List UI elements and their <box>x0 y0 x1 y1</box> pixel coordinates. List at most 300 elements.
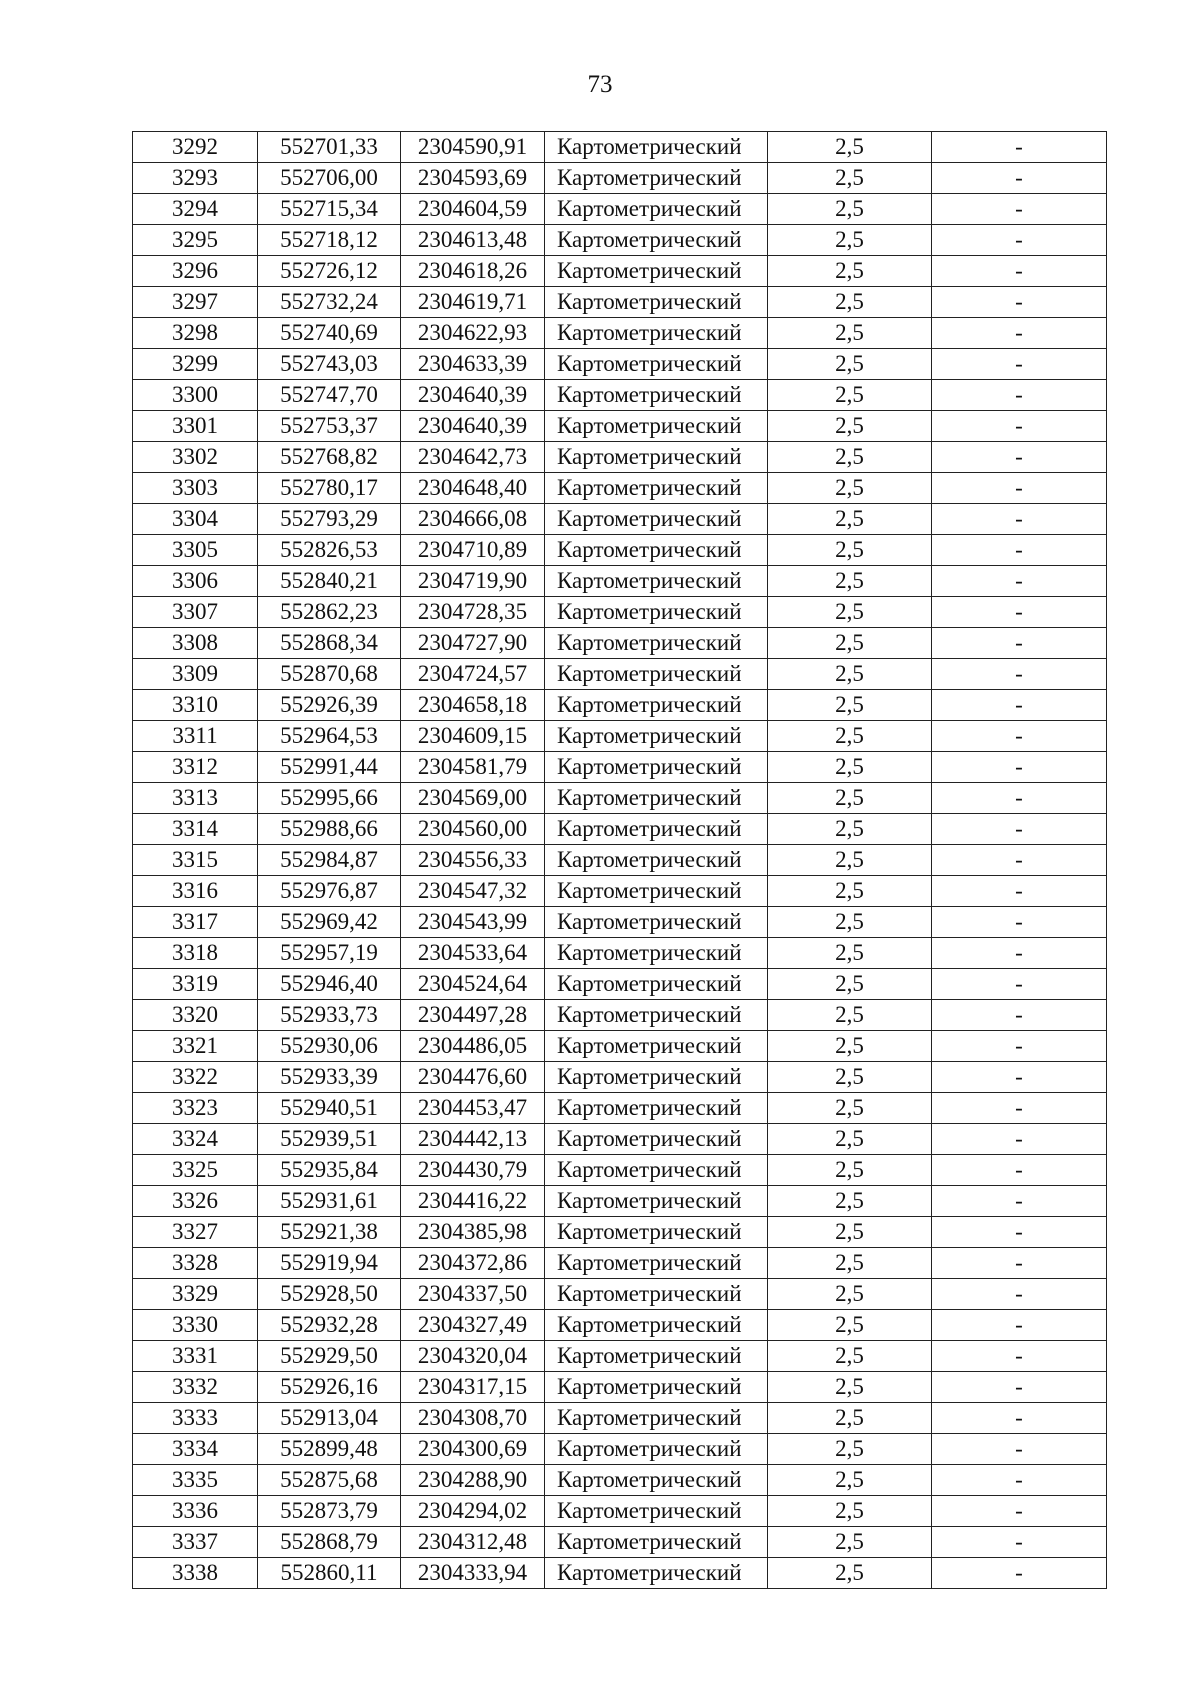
method-cell: Картометрический <box>545 721 768 752</box>
point-number-cell: 3320 <box>133 1000 258 1031</box>
x-coordinate-cell: 552875,68 <box>258 1465 401 1496</box>
accuracy-cell: 2,5 <box>768 969 932 1000</box>
x-coordinate-cell: 552913,04 <box>258 1403 401 1434</box>
note-cell: - <box>932 876 1107 907</box>
x-coordinate-cell: 552870,68 <box>258 659 401 690</box>
y-coordinate-cell: 2304604,59 <box>401 194 545 225</box>
method-cell: Картометрический <box>545 597 768 628</box>
table-row <box>133 566 1107 597</box>
method-cell: Картометрический <box>545 1186 768 1217</box>
method-cell: Картометрический <box>545 1465 768 1496</box>
x-coordinate-cell: 552930,06 <box>258 1031 401 1062</box>
method-cell: Картометрический <box>545 566 768 597</box>
accuracy-cell: 2,5 <box>768 907 932 938</box>
point-number-cell: 3302 <box>133 442 258 473</box>
accuracy-cell: 2,5 <box>768 721 932 752</box>
point-number-cell: 3327 <box>133 1217 258 1248</box>
method-cell: Картометрический <box>545 1155 768 1186</box>
table-row <box>133 473 1107 504</box>
y-coordinate-cell: 2304294,02 <box>401 1496 545 1527</box>
table-row <box>133 1372 1107 1403</box>
x-coordinate-cell: 552862,23 <box>258 597 401 628</box>
x-coordinate-cell: 552718,12 <box>258 225 401 256</box>
x-coordinate-cell: 552726,12 <box>258 256 401 287</box>
accuracy-cell: 2,5 <box>768 349 932 380</box>
y-coordinate-cell: 2304442,13 <box>401 1124 545 1155</box>
point-number-cell: 3326 <box>133 1186 258 1217</box>
point-number-cell: 3300 <box>133 380 258 411</box>
note-cell: - <box>932 752 1107 783</box>
note-cell: - <box>932 1465 1107 1496</box>
point-number-cell: 3324 <box>133 1124 258 1155</box>
table-row <box>133 1093 1107 1124</box>
method-cell: Картометрический <box>545 659 768 690</box>
accuracy-cell: 2,5 <box>768 814 932 845</box>
y-coordinate-cell: 2304497,28 <box>401 1000 545 1031</box>
accuracy-cell: 2,5 <box>768 628 932 659</box>
note-cell: - <box>932 1217 1107 1248</box>
point-number-cell: 3307 <box>133 597 258 628</box>
note-cell: - <box>932 194 1107 225</box>
x-coordinate-cell: 552976,87 <box>258 876 401 907</box>
method-cell: Картометрический <box>545 473 768 504</box>
table-row <box>133 628 1107 659</box>
note-cell: - <box>932 1248 1107 1279</box>
x-coordinate-cell: 552939,51 <box>258 1124 401 1155</box>
accuracy-cell: 2,5 <box>768 938 932 969</box>
y-coordinate-cell: 2304640,39 <box>401 411 545 442</box>
accuracy-cell: 2,5 <box>768 1558 932 1589</box>
note-cell: - <box>932 1031 1107 1062</box>
point-number-cell: 3315 <box>133 845 258 876</box>
y-coordinate-cell: 2304658,18 <box>401 690 545 721</box>
y-coordinate-cell: 2304560,00 <box>401 814 545 845</box>
accuracy-cell: 2,5 <box>768 535 932 566</box>
method-cell: Картометрический <box>545 225 768 256</box>
accuracy-cell: 2,5 <box>768 1341 932 1372</box>
y-coordinate-cell: 2304327,49 <box>401 1310 545 1341</box>
point-number-cell: 3325 <box>133 1155 258 1186</box>
point-number-cell: 3317 <box>133 907 258 938</box>
point-number-cell: 3294 <box>133 194 258 225</box>
point-number-cell: 3335 <box>133 1465 258 1496</box>
point-number-cell: 3313 <box>133 783 258 814</box>
y-coordinate-cell: 2304372,86 <box>401 1248 545 1279</box>
method-cell: Картометрический <box>545 845 768 876</box>
note-cell: - <box>932 1279 1107 1310</box>
method-cell: Картометрический <box>545 814 768 845</box>
accuracy-cell: 2,5 <box>768 380 932 411</box>
x-coordinate-cell: 552957,19 <box>258 938 401 969</box>
y-coordinate-cell: 2304547,32 <box>401 876 545 907</box>
y-coordinate-cell: 2304609,15 <box>401 721 545 752</box>
table-row <box>133 318 1107 349</box>
accuracy-cell: 2,5 <box>768 411 932 442</box>
accuracy-cell: 2,5 <box>768 1031 932 1062</box>
accuracy-cell: 2,5 <box>768 1186 932 1217</box>
x-coordinate-cell: 552860,11 <box>258 1558 401 1589</box>
x-coordinate-cell: 552780,17 <box>258 473 401 504</box>
method-cell: Картометрический <box>545 752 768 783</box>
x-coordinate-cell: 552926,39 <box>258 690 401 721</box>
point-number-cell: 3318 <box>133 938 258 969</box>
y-coordinate-cell: 2304524,64 <box>401 969 545 1000</box>
note-cell: - <box>932 907 1107 938</box>
method-cell: Картометрический <box>545 1093 768 1124</box>
table-row <box>133 287 1107 318</box>
table-row <box>133 225 1107 256</box>
x-coordinate-cell: 552753,37 <box>258 411 401 442</box>
note-cell: - <box>932 1341 1107 1372</box>
table-row <box>133 783 1107 814</box>
accuracy-cell: 2,5 <box>768 1310 932 1341</box>
point-number-cell: 3333 <box>133 1403 258 1434</box>
note-cell: - <box>932 597 1107 628</box>
method-cell: Картометрический <box>545 1372 768 1403</box>
table-row <box>133 1558 1107 1589</box>
point-number-cell: 3301 <box>133 411 258 442</box>
y-coordinate-cell: 2304317,15 <box>401 1372 545 1403</box>
point-number-cell: 3331 <box>133 1341 258 1372</box>
accuracy-cell: 2,5 <box>768 1217 932 1248</box>
method-cell: Картометрический <box>545 1527 768 1558</box>
point-number-cell: 3330 <box>133 1310 258 1341</box>
note-cell: - <box>932 1434 1107 1465</box>
method-cell: Картометрический <box>545 690 768 721</box>
y-coordinate-cell: 2304486,05 <box>401 1031 545 1062</box>
x-coordinate-cell: 552768,82 <box>258 442 401 473</box>
y-coordinate-cell: 2304300,69 <box>401 1434 545 1465</box>
y-coordinate-cell: 2304633,39 <box>401 349 545 380</box>
note-cell: - <box>932 256 1107 287</box>
y-coordinate-cell: 2304385,98 <box>401 1217 545 1248</box>
accuracy-cell: 2,5 <box>768 473 932 504</box>
x-coordinate-cell: 552740,69 <box>258 318 401 349</box>
x-coordinate-cell: 552932,28 <box>258 1310 401 1341</box>
x-coordinate-cell: 552946,40 <box>258 969 401 1000</box>
method-cell: Картометрический <box>545 1000 768 1031</box>
x-coordinate-cell: 552873,79 <box>258 1496 401 1527</box>
table-row <box>133 690 1107 721</box>
x-coordinate-cell: 552793,29 <box>258 504 401 535</box>
table-row <box>133 349 1107 380</box>
method-cell: Картометрический <box>545 1124 768 1155</box>
point-number-cell: 3306 <box>133 566 258 597</box>
point-number-cell: 3314 <box>133 814 258 845</box>
table-row <box>133 194 1107 225</box>
note-cell: - <box>932 1496 1107 1527</box>
method-cell: Картометрический <box>545 1496 768 1527</box>
x-coordinate-cell: 552715,34 <box>258 194 401 225</box>
x-coordinate-cell: 552933,73 <box>258 1000 401 1031</box>
x-coordinate-cell: 552988,66 <box>258 814 401 845</box>
y-coordinate-cell: 2304337,50 <box>401 1279 545 1310</box>
point-number-cell: 3321 <box>133 1031 258 1062</box>
accuracy-cell: 2,5 <box>768 1000 932 1031</box>
accuracy-cell: 2,5 <box>768 504 932 535</box>
method-cell: Картометрический <box>545 1558 768 1589</box>
x-coordinate-cell: 552701,33 <box>258 132 401 163</box>
table-row <box>133 1062 1107 1093</box>
method-cell: Картометрический <box>545 256 768 287</box>
method-cell: Картометрический <box>545 380 768 411</box>
note-cell: - <box>932 845 1107 876</box>
accuracy-cell: 2,5 <box>768 690 932 721</box>
table-row <box>133 1403 1107 1434</box>
accuracy-cell: 2,5 <box>768 1434 932 1465</box>
accuracy-cell: 2,5 <box>768 163 932 194</box>
note-cell: - <box>932 1403 1107 1434</box>
table-row <box>133 1496 1107 1527</box>
table-row <box>133 1155 1107 1186</box>
point-number-cell: 3293 <box>133 163 258 194</box>
table-row <box>133 876 1107 907</box>
point-number-cell: 3316 <box>133 876 258 907</box>
y-coordinate-cell: 2304581,79 <box>401 752 545 783</box>
note-cell: - <box>932 1093 1107 1124</box>
y-coordinate-cell: 2304590,91 <box>401 132 545 163</box>
point-number-cell: 3297 <box>133 287 258 318</box>
point-number-cell: 3336 <box>133 1496 258 1527</box>
note-cell: - <box>932 163 1107 194</box>
y-coordinate-cell: 2304648,40 <box>401 473 545 504</box>
accuracy-cell: 2,5 <box>768 194 932 225</box>
note-cell: - <box>932 1527 1107 1558</box>
note-cell: - <box>932 938 1107 969</box>
x-coordinate-cell: 552928,50 <box>258 1279 401 1310</box>
note-cell: - <box>932 504 1107 535</box>
y-coordinate-cell: 2304288,90 <box>401 1465 545 1496</box>
point-number-cell: 3292 <box>133 132 258 163</box>
accuracy-cell: 2,5 <box>768 1403 932 1434</box>
table-row <box>133 1341 1107 1372</box>
accuracy-cell: 2,5 <box>768 256 932 287</box>
point-number-cell: 3296 <box>133 256 258 287</box>
note-cell: - <box>932 1558 1107 1589</box>
x-coordinate-cell: 552868,79 <box>258 1527 401 1558</box>
note-cell: - <box>932 287 1107 318</box>
method-cell: Картометрический <box>545 535 768 566</box>
y-coordinate-cell: 2304622,93 <box>401 318 545 349</box>
note-cell: - <box>932 1124 1107 1155</box>
x-coordinate-cell: 552984,87 <box>258 845 401 876</box>
accuracy-cell: 2,5 <box>768 287 932 318</box>
table-row <box>133 442 1107 473</box>
method-cell: Картометрический <box>545 1310 768 1341</box>
point-number-cell: 3298 <box>133 318 258 349</box>
point-number-cell: 3328 <box>133 1248 258 1279</box>
note-cell: - <box>932 535 1107 566</box>
accuracy-cell: 2,5 <box>768 1372 932 1403</box>
point-number-cell: 3334 <box>133 1434 258 1465</box>
point-number-cell: 3322 <box>133 1062 258 1093</box>
x-coordinate-cell: 552940,51 <box>258 1093 401 1124</box>
point-number-cell: 3309 <box>133 659 258 690</box>
note-cell: - <box>932 349 1107 380</box>
table-row <box>133 845 1107 876</box>
note-cell: - <box>932 380 1107 411</box>
table-row <box>133 659 1107 690</box>
note-cell: - <box>932 814 1107 845</box>
point-number-cell: 3329 <box>133 1279 258 1310</box>
table-row <box>133 256 1107 287</box>
note-cell: - <box>932 690 1107 721</box>
table-row <box>133 380 1107 411</box>
note-cell: - <box>932 1155 1107 1186</box>
table-row <box>133 1000 1107 1031</box>
y-coordinate-cell: 2304719,90 <box>401 566 545 597</box>
y-coordinate-cell: 2304416,22 <box>401 1186 545 1217</box>
accuracy-cell: 2,5 <box>768 1062 932 1093</box>
y-coordinate-cell: 2304476,60 <box>401 1062 545 1093</box>
method-cell: Картометрический <box>545 1403 768 1434</box>
accuracy-cell: 2,5 <box>768 876 932 907</box>
table-row <box>133 132 1107 163</box>
table-row <box>133 721 1107 752</box>
table-row <box>133 1124 1107 1155</box>
point-number-cell: 3319 <box>133 969 258 1000</box>
method-cell: Картометрический <box>545 318 768 349</box>
accuracy-cell: 2,5 <box>768 597 932 628</box>
x-coordinate-cell: 552929,50 <box>258 1341 401 1372</box>
y-coordinate-cell: 2304642,73 <box>401 442 545 473</box>
y-coordinate-cell: 2304308,70 <box>401 1403 545 1434</box>
x-coordinate-cell: 552995,66 <box>258 783 401 814</box>
x-coordinate-cell: 552868,34 <box>258 628 401 659</box>
accuracy-cell: 2,5 <box>768 783 932 814</box>
table-row <box>133 938 1107 969</box>
x-coordinate-cell: 552706,00 <box>258 163 401 194</box>
method-cell: Картометрический <box>545 349 768 380</box>
y-coordinate-cell: 2304618,26 <box>401 256 545 287</box>
y-coordinate-cell: 2304569,00 <box>401 783 545 814</box>
table-row <box>133 1434 1107 1465</box>
table-row <box>133 1031 1107 1062</box>
point-number-cell: 3338 <box>133 1558 258 1589</box>
table-row <box>133 1279 1107 1310</box>
method-cell: Картометрический <box>545 194 768 225</box>
accuracy-cell: 2,5 <box>768 1248 932 1279</box>
method-cell: Картометрический <box>545 1062 768 1093</box>
method-cell: Картометрический <box>545 1279 768 1310</box>
method-cell: Картометрический <box>545 1341 768 1372</box>
accuracy-cell: 2,5 <box>768 659 932 690</box>
x-coordinate-cell: 552743,03 <box>258 349 401 380</box>
note-cell: - <box>932 628 1107 659</box>
method-cell: Картометрический <box>545 628 768 659</box>
x-coordinate-cell: 552919,94 <box>258 1248 401 1279</box>
table-row <box>133 163 1107 194</box>
accuracy-cell: 2,5 <box>768 845 932 876</box>
point-number-cell: 3310 <box>133 690 258 721</box>
table-row <box>133 1186 1107 1217</box>
y-coordinate-cell: 2304453,47 <box>401 1093 545 1124</box>
y-coordinate-cell: 2304593,69 <box>401 163 545 194</box>
table-row <box>133 1527 1107 1558</box>
y-coordinate-cell: 2304613,48 <box>401 225 545 256</box>
x-coordinate-cell: 552826,53 <box>258 535 401 566</box>
accuracy-cell: 2,5 <box>768 1155 932 1186</box>
table-row <box>133 411 1107 442</box>
y-coordinate-cell: 2304320,04 <box>401 1341 545 1372</box>
x-coordinate-cell: 552899,48 <box>258 1434 401 1465</box>
y-coordinate-cell: 2304430,79 <box>401 1155 545 1186</box>
x-coordinate-cell: 552991,44 <box>258 752 401 783</box>
table-row <box>133 969 1107 1000</box>
table-row <box>133 907 1107 938</box>
x-coordinate-cell: 552921,38 <box>258 1217 401 1248</box>
point-number-cell: 3337 <box>133 1527 258 1558</box>
method-cell: Картометрический <box>545 876 768 907</box>
y-coordinate-cell: 2304728,35 <box>401 597 545 628</box>
note-cell: - <box>932 1372 1107 1403</box>
accuracy-cell: 2,5 <box>768 1527 932 1558</box>
note-cell: - <box>932 659 1107 690</box>
accuracy-cell: 2,5 <box>768 1496 932 1527</box>
coordinates-table <box>132 131 1107 1589</box>
table-row <box>133 1217 1107 1248</box>
table-row <box>133 1248 1107 1279</box>
x-coordinate-cell: 552732,24 <box>258 287 401 318</box>
point-number-cell: 3295 <box>133 225 258 256</box>
method-cell: Картометрический <box>545 1217 768 1248</box>
y-coordinate-cell: 2304543,99 <box>401 907 545 938</box>
note-cell: - <box>932 969 1107 1000</box>
note-cell: - <box>932 225 1107 256</box>
point-number-cell: 3332 <box>133 1372 258 1403</box>
x-coordinate-cell: 552933,39 <box>258 1062 401 1093</box>
x-coordinate-cell: 552969,42 <box>258 907 401 938</box>
point-number-cell: 3304 <box>133 504 258 535</box>
note-cell: - <box>932 411 1107 442</box>
y-coordinate-cell: 2304640,39 <box>401 380 545 411</box>
point-number-cell: 3308 <box>133 628 258 659</box>
y-coordinate-cell: 2304312,48 <box>401 1527 545 1558</box>
table-row <box>133 597 1107 628</box>
x-coordinate-cell: 552840,21 <box>258 566 401 597</box>
method-cell: Картометрический <box>545 969 768 1000</box>
accuracy-cell: 2,5 <box>768 1124 932 1155</box>
coordinates-table-body <box>133 132 1107 1589</box>
table-row <box>133 1310 1107 1341</box>
method-cell: Картометрический <box>545 504 768 535</box>
method-cell: Картометрический <box>545 287 768 318</box>
x-coordinate-cell: 552964,53 <box>258 721 401 752</box>
y-coordinate-cell: 2304710,89 <box>401 535 545 566</box>
accuracy-cell: 2,5 <box>768 442 932 473</box>
method-cell: Картометрический <box>545 938 768 969</box>
point-number-cell: 3299 <box>133 349 258 380</box>
y-coordinate-cell: 2304333,94 <box>401 1558 545 1589</box>
accuracy-cell: 2,5 <box>768 132 932 163</box>
method-cell: Картометрический <box>545 1248 768 1279</box>
y-coordinate-cell: 2304727,90 <box>401 628 545 659</box>
table-row <box>133 814 1107 845</box>
accuracy-cell: 2,5 <box>768 1279 932 1310</box>
y-coordinate-cell: 2304556,33 <box>401 845 545 876</box>
point-number-cell: 3303 <box>133 473 258 504</box>
y-coordinate-cell: 2304666,08 <box>401 504 545 535</box>
x-coordinate-cell: 552931,61 <box>258 1186 401 1217</box>
method-cell: Картометрический <box>545 411 768 442</box>
point-number-cell: 3305 <box>133 535 258 566</box>
method-cell: Картометрический <box>545 1031 768 1062</box>
accuracy-cell: 2,5 <box>768 318 932 349</box>
table-row <box>133 752 1107 783</box>
note-cell: - <box>932 132 1107 163</box>
y-coordinate-cell: 2304619,71 <box>401 287 545 318</box>
method-cell: Картометрический <box>545 907 768 938</box>
